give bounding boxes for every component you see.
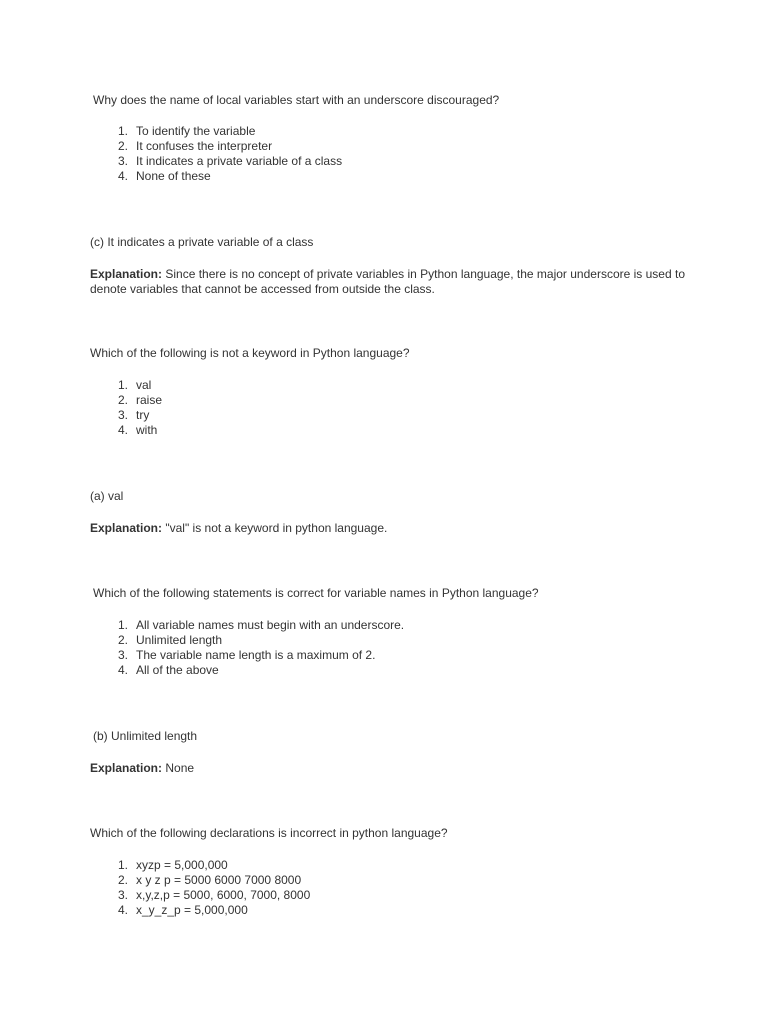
question-2: Which of the following is not a keyword in Python language?	[90, 346, 410, 360]
option-item	[113, 139, 342, 154]
option-item	[113, 873, 310, 888]
explanation-2	[90, 521, 685, 536]
option-text: with	[136, 423, 158, 437]
option-text: x_y_z_p = 5,000,000	[136, 903, 248, 917]
option-item	[113, 618, 404, 633]
option-text: None of these	[136, 169, 211, 183]
question-3: Which of the following statements is correct for variable names in Python language?	[93, 586, 539, 600]
question-2-options	[113, 378, 162, 438]
option-text: xyzp = 5,000,000	[136, 858, 228, 872]
option-item	[113, 633, 404, 648]
option-text: It indicates a private variable of a class	[136, 154, 343, 168]
question-1: Why does the name of local variables start with an underscore discouraged?	[93, 93, 500, 107]
option-number: 1.	[117, 124, 128, 138]
option-text: All variable names must begin with an underscore.	[136, 618, 405, 632]
explanation-label: Explanation:	[90, 267, 163, 281]
option-number: 3.	[117, 888, 128, 902]
option-number: 4.	[117, 903, 128, 917]
question-3-options	[113, 618, 404, 678]
option-number: 4.	[117, 169, 128, 183]
option-item	[113, 423, 162, 438]
option-item	[113, 393, 162, 408]
option-text: All of the above	[136, 663, 219, 677]
option-item	[113, 378, 162, 393]
option-number: 1.	[117, 378, 128, 392]
option-item	[113, 888, 310, 903]
option-text: It confuses the interpreter	[136, 139, 273, 153]
option-text: x y z p = 5000 6000 7000 8000	[136, 873, 302, 887]
explanation-label: Explanation:	[90, 521, 163, 535]
option-text: val	[136, 378, 152, 392]
option-number: 2.	[117, 873, 128, 887]
option-number: 3.	[117, 154, 128, 168]
explanation-text: None	[162, 761, 195, 775]
option-item	[113, 169, 342, 184]
option-text: try	[136, 408, 150, 422]
option-item	[113, 648, 404, 663]
option-item	[113, 408, 162, 423]
question-4-options	[113, 858, 310, 918]
explanation-text: Since there is no concept of private variables in Python language, the major underscore is used to denote variables that cannot be accessed from outside the class.	[90, 267, 685, 296]
explanation-3	[90, 761, 685, 776]
option-number: 2.	[117, 633, 128, 647]
explanation-label: Explanation:	[90, 761, 163, 775]
option-number: 4.	[117, 423, 128, 437]
option-number: 2.	[117, 139, 128, 153]
question-1-options	[113, 124, 342, 184]
answer-2: (a) val	[90, 489, 124, 503]
option-item	[113, 903, 310, 918]
option-number: 3.	[117, 648, 128, 662]
option-text: Unlimited length	[136, 633, 223, 647]
explanation-text: "val" is not a keyword in python language.	[162, 521, 388, 535]
answer-3: (b) Unlimited length	[93, 729, 198, 743]
option-text: x,y,z,p = 5000, 6000, 7000, 8000	[136, 888, 311, 902]
question-4: Which of the following declarations is incorrect in python language?	[90, 826, 448, 840]
option-item	[113, 154, 342, 169]
answer-1: (c) It indicates a private variable of a class	[90, 235, 314, 249]
explanation-1	[90, 267, 685, 297]
option-number: 4.	[117, 663, 128, 677]
option-text: raise	[136, 393, 163, 407]
option-text: The variable name length is a maximum of 2.	[136, 648, 376, 662]
option-text: To identify the variable	[136, 124, 256, 138]
option-number: 1.	[117, 858, 128, 872]
option-item	[113, 858, 310, 873]
option-item	[113, 124, 342, 139]
option-item	[113, 663, 404, 678]
option-number: 2.	[117, 393, 128, 407]
option-number: 1.	[117, 618, 128, 632]
option-number: 3.	[117, 408, 128, 422]
